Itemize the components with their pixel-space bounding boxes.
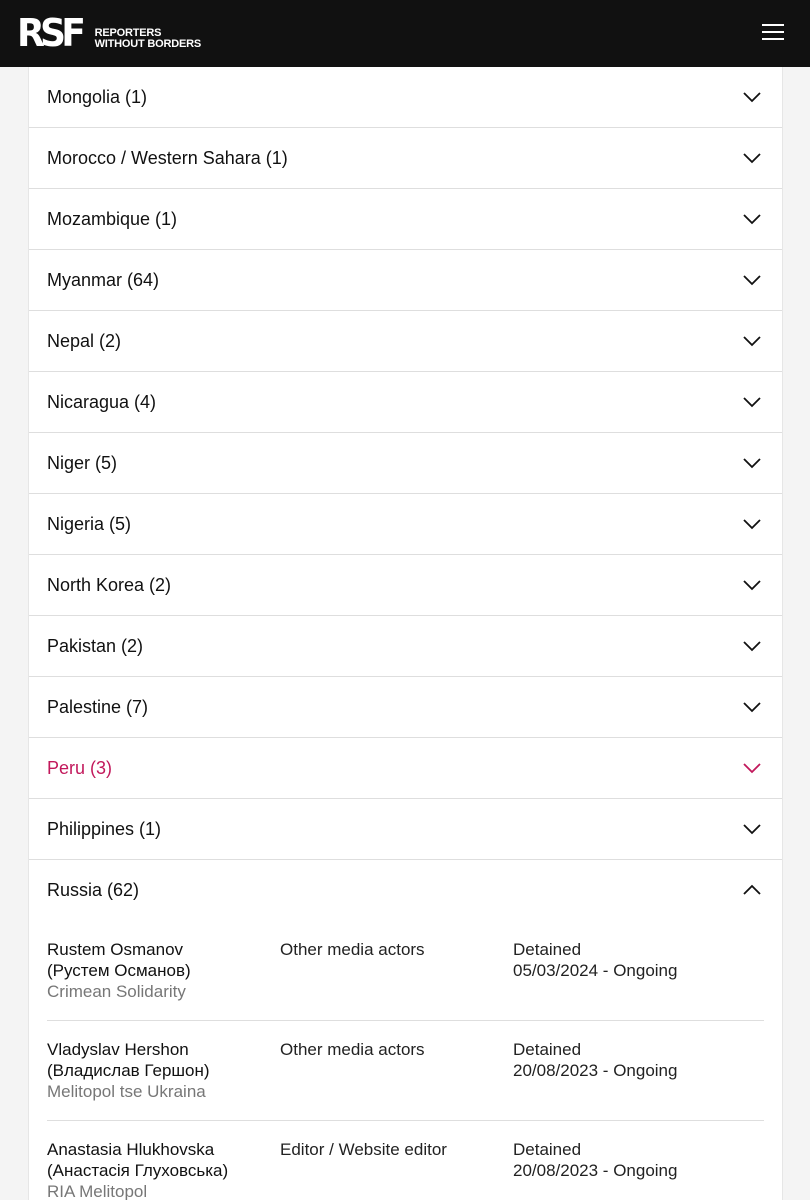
detainee-name-cell xyxy=(47,1139,267,1200)
accordion-item-label: Nepal (2) xyxy=(47,331,122,351)
accordion-item-label: Myanmar (64) xyxy=(47,270,160,290)
country-accordion xyxy=(28,67,783,1200)
chevron-down-icon[interactable] xyxy=(742,151,762,165)
chevron-down-icon[interactable] xyxy=(742,334,762,348)
chevron-down-icon[interactable] xyxy=(742,273,762,287)
detainee-name: Rustem Osmanov xyxy=(47,940,184,959)
detainee-dates: 20/08/2023 - Ongoing xyxy=(513,1061,678,1080)
chevron-down-icon[interactable] xyxy=(742,639,762,653)
chevron-up-icon[interactable] xyxy=(742,883,762,897)
detainee-row xyxy=(47,1121,764,1200)
accordion-item-north-korea[interactable] xyxy=(29,555,782,616)
accordion-item-label: Nigeria (5) xyxy=(47,514,132,534)
detainee-name-native: (Анастасія Глуховська) xyxy=(47,1161,229,1180)
accordion-item-myanmar[interactable] xyxy=(29,250,782,311)
accordion-item-mozambique[interactable] xyxy=(29,189,782,250)
accordion-item-russia[interactable] xyxy=(29,860,782,921)
detainee-status: Detained xyxy=(513,940,582,959)
accordion-item-peru[interactable] xyxy=(29,738,782,799)
detainee-organization: Melitopol tse Ukraina xyxy=(47,1082,206,1101)
accordion-item-pakistan[interactable] xyxy=(29,616,782,677)
accordion-item-label: Mozambique (1) xyxy=(47,209,178,229)
accordion-item-label: North Korea (2) xyxy=(47,575,172,595)
accordion-item-mongolia[interactable] xyxy=(29,67,782,128)
accordion-item-label: Palestine (7) xyxy=(47,697,149,717)
detainee-name: Anastasia Hlukhovska xyxy=(47,1140,215,1159)
detainee-dates: 05/03/2024 - Ongoing xyxy=(513,961,678,980)
accordion-item-nepal[interactable] xyxy=(29,311,782,372)
top-navigation-bar xyxy=(0,0,810,67)
accordion-item-label: Nicaragua (4) xyxy=(47,392,157,412)
chevron-down-icon[interactable] xyxy=(742,395,762,409)
chevron-down-icon[interactable] xyxy=(742,822,762,836)
detainee-role: Other media actors xyxy=(280,1040,425,1059)
detainee-status: Detained xyxy=(513,1040,582,1059)
accordion-item-label: Mongolia (1) xyxy=(47,87,148,107)
detainee-name-native: (Владислав Гершон) xyxy=(47,1061,210,1080)
chevron-down-icon[interactable] xyxy=(742,517,762,531)
detainee-name-native: (Рустем Османов) xyxy=(47,961,191,980)
logo-text-line-2: WITHOUT BORDERS xyxy=(94,38,201,50)
detainee-name-cell xyxy=(47,1039,267,1102)
accordion-item-label: Pakistan (2) xyxy=(47,636,144,656)
detainee-role: Editor / Website editor xyxy=(280,1140,447,1159)
accordion-item-niger[interactable] xyxy=(29,433,782,494)
detainee-status: Detained xyxy=(513,1140,582,1159)
detainee-row xyxy=(47,1021,764,1121)
detainee-organization: RIA Melitopol xyxy=(47,1182,148,1200)
detainee-status-cell xyxy=(513,1039,753,1081)
detainee-role: Other media actors xyxy=(280,940,425,959)
chevron-down-icon[interactable] xyxy=(742,90,762,104)
accordion-item-label: Philippines (1) xyxy=(47,819,162,839)
accordion-item-label: Niger (5) xyxy=(47,453,118,473)
accordion-item-label: Russia (62) xyxy=(47,880,140,900)
detainee-name: Vladyslav Hershon xyxy=(47,1040,189,1059)
detainee-dates: 20/08/2023 - Ongoing xyxy=(513,1161,678,1180)
detainee-organization: Crimean Solidarity xyxy=(47,982,186,1001)
chevron-down-icon[interactable] xyxy=(742,212,762,226)
accordion-item-label: Morocco / Western Sahara (1) xyxy=(47,148,288,168)
accordion-item-nigeria[interactable] xyxy=(29,494,782,555)
detainee-name-cell xyxy=(47,939,267,1002)
hamburger-menu-icon[interactable] xyxy=(762,22,786,42)
accordion-item-palestine[interactable] xyxy=(29,677,782,738)
accordion-item-morocco-western-sahara[interactable] xyxy=(29,128,782,189)
rsf-logo[interactable] xyxy=(17,11,201,55)
chevron-down-icon[interactable] xyxy=(742,761,762,775)
logo-mark: RSF xyxy=(17,11,82,55)
chevron-down-icon[interactable] xyxy=(742,700,762,714)
logo-text xyxy=(95,28,201,50)
logo-text-line-1: REPORTERS xyxy=(94,27,162,39)
accordion-item-nicaragua[interactable] xyxy=(29,372,782,433)
detainee-status-cell xyxy=(513,939,753,981)
chevron-down-icon[interactable] xyxy=(742,456,762,470)
detainee-row xyxy=(47,921,764,1021)
accordion-item-label: Peru (3) xyxy=(47,758,113,778)
detainee-status-cell xyxy=(513,1139,753,1181)
chevron-down-icon[interactable] xyxy=(742,578,762,592)
accordion-item-philippines[interactable] xyxy=(29,799,782,860)
